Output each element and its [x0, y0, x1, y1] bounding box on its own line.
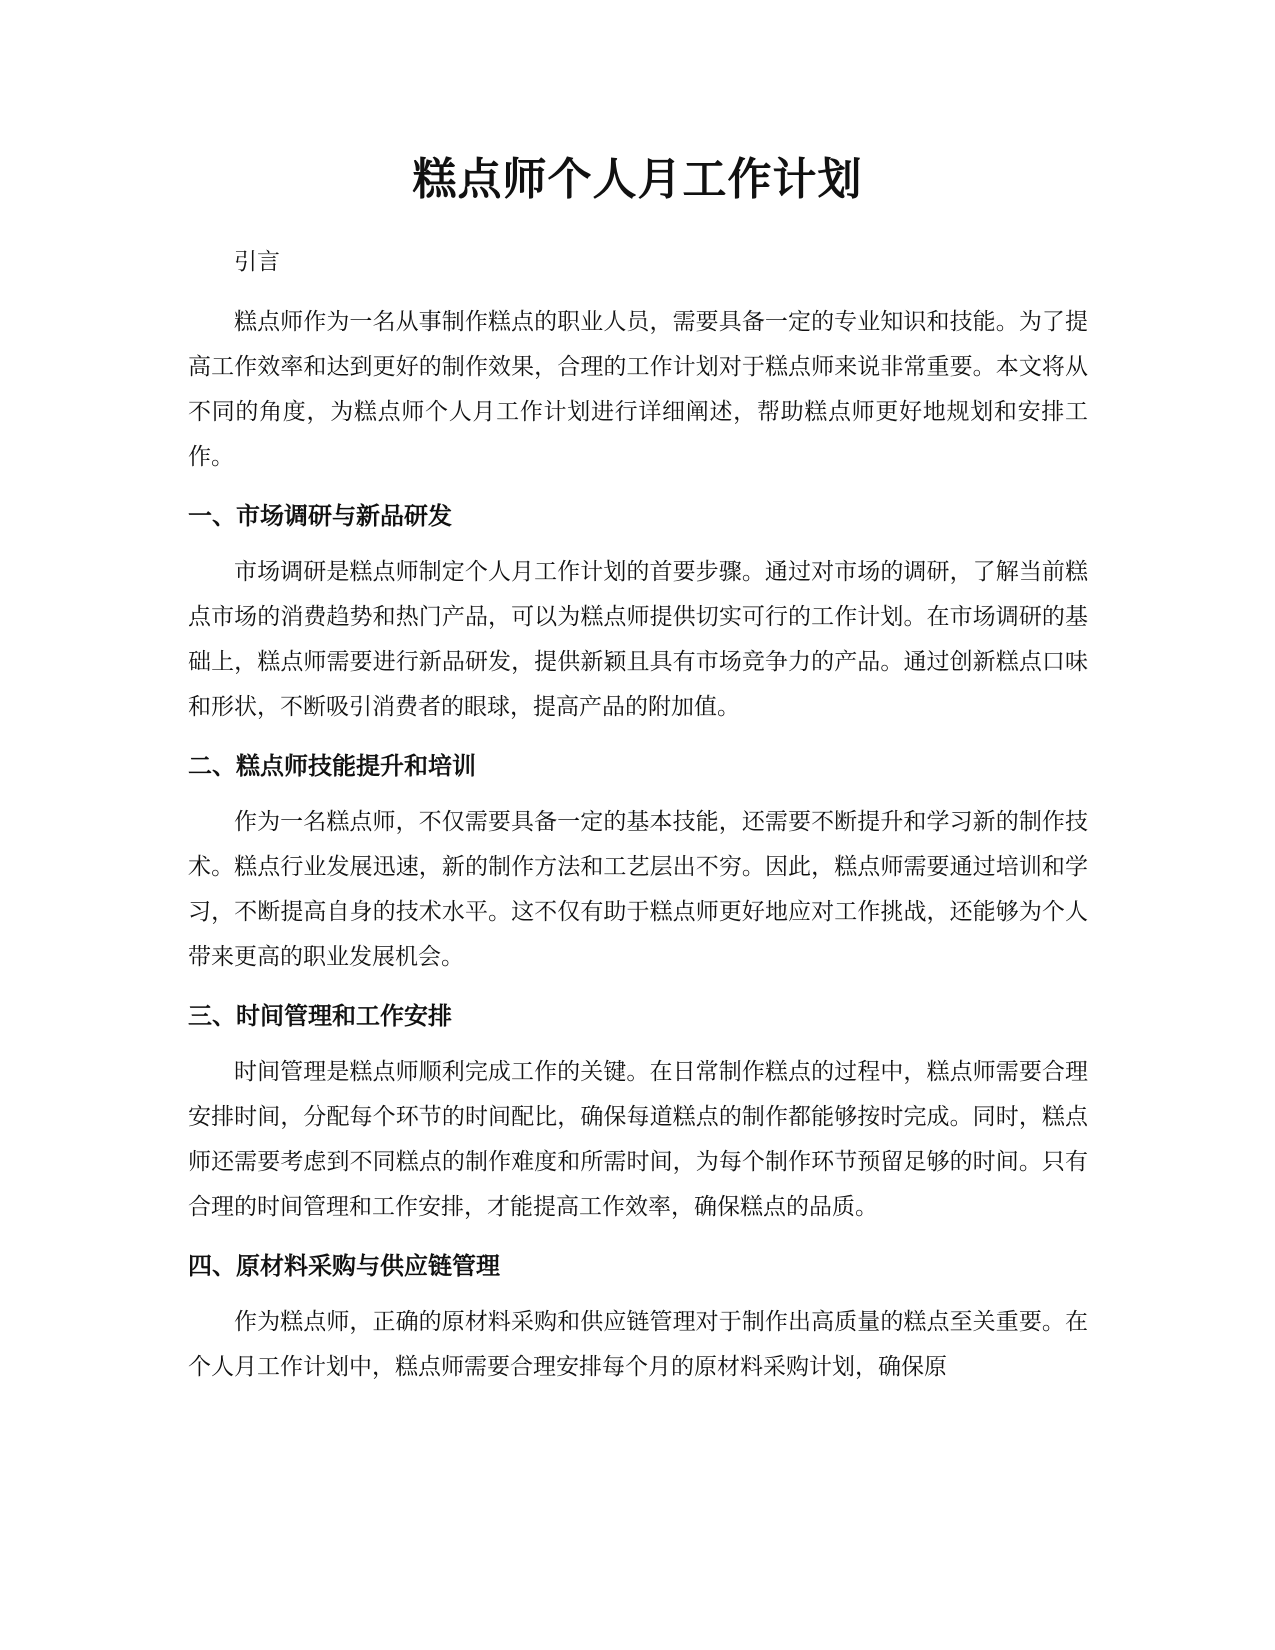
- section-body-procurement: 作为糕点师，正确的原材料采购和供应链管理对于制作出高质量的糕点至关重要。在个人月工作计划中，糕点师需要合理安排每个月的原材料采购计划，确保原: [188, 1309, 1088, 1380]
- intro-label: 引言: [234, 249, 280, 275]
- section-heading-procurement: 四、原材料采购与供应链管理: [188, 1252, 500, 1280]
- intro-paragraph: 糕点师作为一名从事制作糕点的职业人员，需要具备一定的专业知识和技能。为了提高工作效率和达到更好的制作效果，合理的工作计划对于糕点师来说非常重要。本文将从不同的角度，为糕点师个人月工作计划进行详细阐述，帮助糕点师更好地规划和安排工作。: [188, 309, 1088, 470]
- section-heading-time-management: 三、时间管理和工作安排: [188, 1002, 452, 1030]
- section-heading-skills-training: 二、糕点师技能提升和培训: [188, 752, 476, 780]
- section-body-skills-training: 作为一名糕点师，不仅需要具备一定的基本技能，还需要不断提升和学习新的制作技术。糕点行业发展迅速，新的制作方法和工艺层出不穷。因此，糕点师需要通过培训和学习，不断提高自身的技术水平。这不仅有助于糕点师更好地应对工作挑战，还能够为个人带来更高的职业发展机会。: [188, 809, 1088, 970]
- document-body: [188, 240, 1088, 1404]
- section-body-market-research: 市场调研是糕点师制定个人月工作计划的首要步骤。通过对市场的调研，了解当前糕点市场的消费趋势和热门产品，可以为糕点师提供切实可行的工作计划。在市场调研的基础上，糕点师需要进行新品研发，提供新颖且具有市场竞争力的产品。通过创新糕点口味和形状，不断吸引消费者的眼球，提高产品的附加值。: [188, 559, 1088, 720]
- section-heading-market-research: 一、市场调研与新品研发: [188, 502, 452, 530]
- document-title: 糕点师个人月工作计划: [412, 154, 863, 205]
- section-body-time-management: 时间管理是糕点师顺利完成工作的关键。在日常制作糕点的过程中，糕点师需要合理安排时间，分配每个环节的时间配比，确保每道糕点的制作都能够按时完成。同时，糕点师还需要考虑到不同糕点的制作难度和所需时间，为每个制作环节预留足够的时间。只有合理的时间管理和工作安排，才能提高工作效率，确保糕点的品质。: [188, 1059, 1088, 1220]
